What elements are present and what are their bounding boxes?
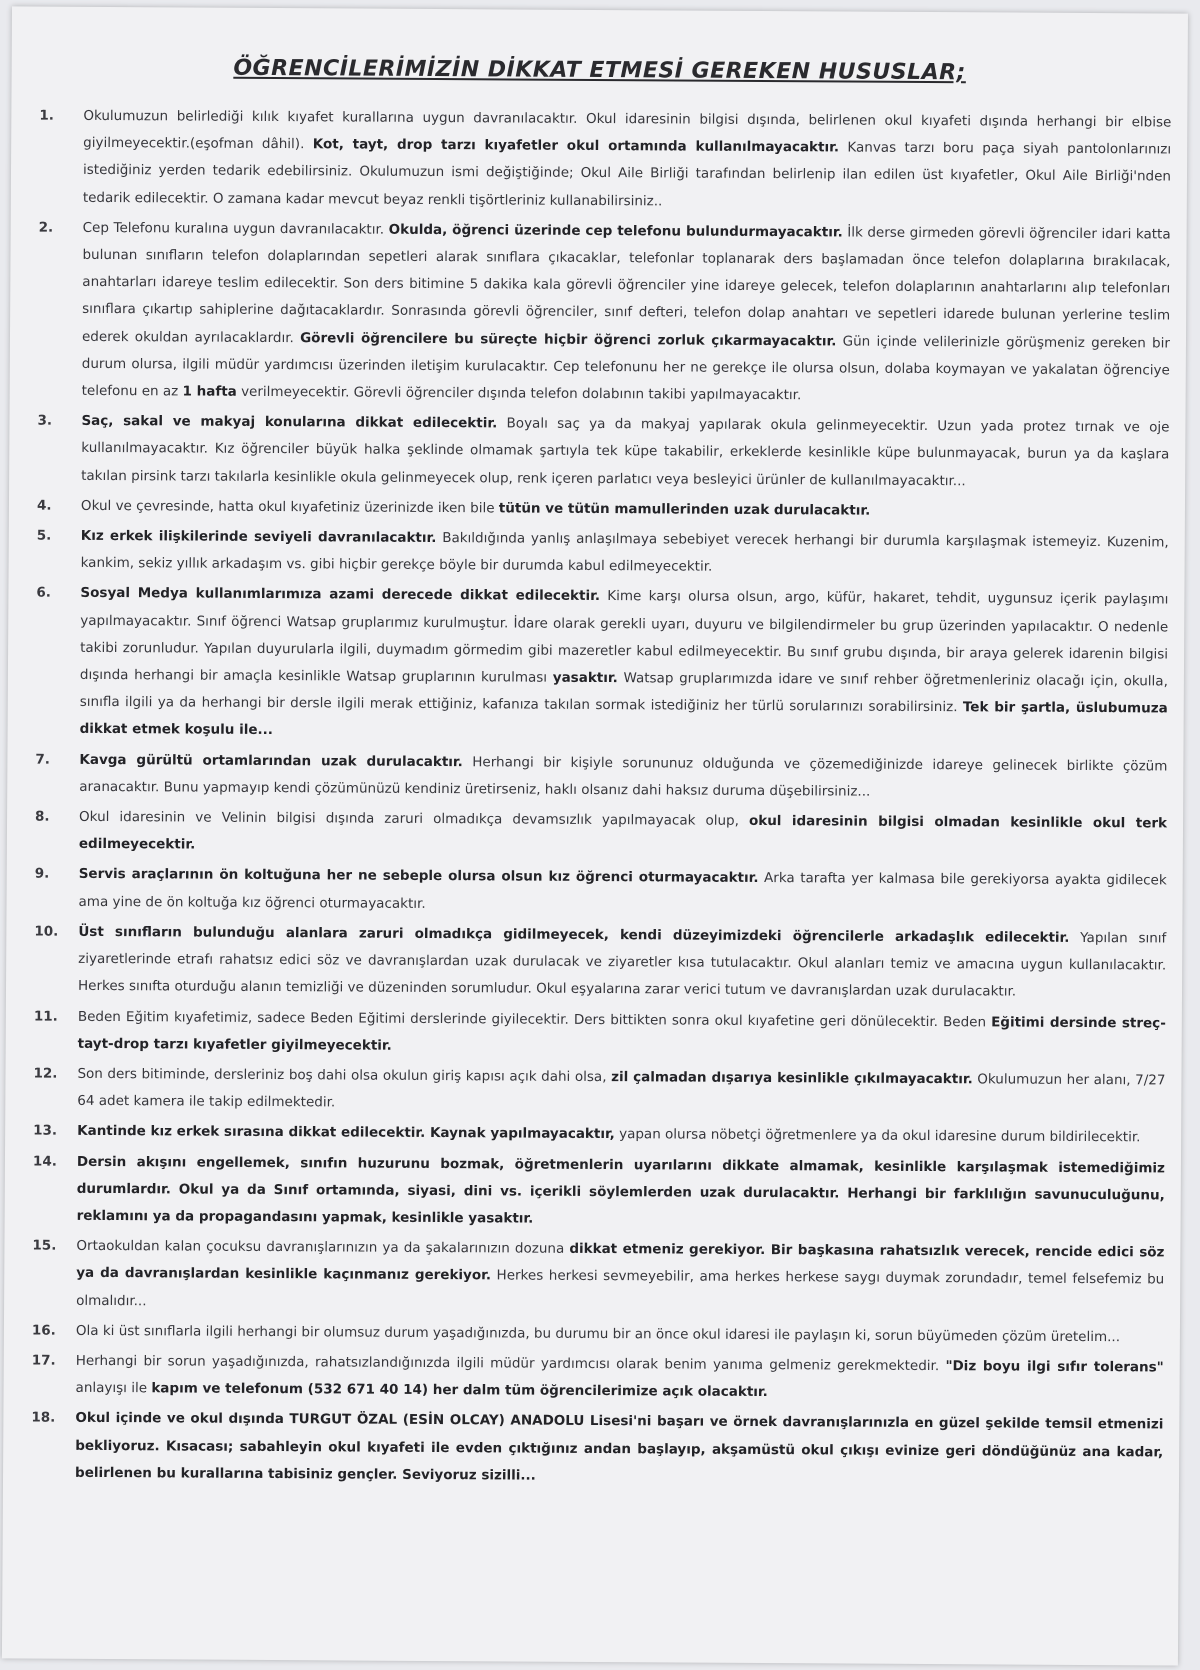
rule-text	[80, 580, 1169, 750]
rule-text	[81, 408, 1169, 496]
rule-segment: Ortaokuldan kalan çocuksu davranışlarınızın ya da şakalarınızın dozuna	[76, 1237, 570, 1257]
rule-number: 13.	[33, 1122, 58, 1140]
rule-text	[76, 1318, 1164, 1352]
rule-segment: Herkes herkesi sevmeyebilir, ama herkes herkese saygı duymak zorundadır, temel felsefemiz bu olmalıdır...	[76, 1267, 1165, 1309]
rule-segment: Watsap gruplarımızda idare ve sınıf rehber öğretmenleriniz olacağı için, okulla, sınıfla ilgili ya da herhangi bir dersle ilgili merak ettiğiniz, kafanıza takılan sormak istediğiniz her türlü sorularınızı sorabilirsiniz.	[79, 670, 1168, 716]
document-page	[2, 6, 1188, 1665]
rule-item	[39, 103, 1172, 219]
rule-segment: Herhangi bir kişiyle sorununuz olduğunda ve çözemediğinizde idareye gelinecek birlikte çözüm aranacaktır. Bunu yapmayıp kendi çözümünüzü kendiniz üretirseniz, haklı olsanız dahi haksız duruma düşebilirsiniz...	[79, 753, 1168, 800]
rule-number: 9.	[34, 866, 50, 883]
rule-item	[31, 1347, 1163, 1408]
rule-item	[33, 1148, 1165, 1237]
rule-text	[78, 919, 1166, 1007]
rule-segment: Beden Eğitim kıyafetimiz, sadece Beden Eğitimi derslerinde giyilecektir. Ders bittikten sonra okul kıyafetine geri dönülecektir. Beden	[77, 1008, 992, 1030]
rule-item	[38, 214, 1171, 411]
rule-item	[31, 1405, 1163, 1494]
rule-number: 18.	[31, 1409, 56, 1427]
rule-item	[32, 1233, 1164, 1322]
rule-emphasis: Kavga gürültü ortamlarından uzak durulacaktır.	[79, 751, 463, 770]
rule-segment: Boyalı saç ya da makyaj yapılarak okula gelinmeyecektir. Uzun yada protez tırnak ve oje kullanılmayacaktır. Kız öğrenciler büyük halka şeklinde olmamak şartıyla tek küpe takabilir, erkeklerde kesinlikle küpe bulunmayacak, burun ya da kaşlara takılan pirsink tarzı takılarla kesinlikle okula gelinmeyecek olup, renk içeren parlatıcı veya besleyici ürünler de kullanılmayacaktır...	[81, 415, 1170, 489]
rule-segment: Ola ki üst sınıflarla ilgili herhangi bir olumsuz durum yaşadığınızda, bu durumu bir an önce okul idaresi ile paylaşın ki, sorun büyümeden çözüm üretelim...	[75, 1322, 1121, 1345]
rule-text	[79, 804, 1167, 865]
rule-segment: Bakıldığında yanlış anlaşılmaya sebebiyet verecek herhangi bir durumla karşılaşmak istemeyiz. Kuzenim, kankim, sekiz yıllık arkadaşım vs. gibi hiçbir gerekçe böyle bir durumda kabul edilmeyecektir.	[80, 530, 1169, 575]
rule-segment: anlayışı ile	[75, 1379, 152, 1397]
rule-segment: Okulumuzun belirlediği kılık kıyafet kurallarına uygun davranılacaktır. Okul idaresinin bilgisi dışında, belirlenen okul kıyafeti dışında herhangi bir elbise giyilmeyecektir.(eşofman dâhil).	[83, 107, 1172, 153]
rule-segment: Kanvas tarzı boru paça siyah pantolonlarınızı istediğiniz yerden tedarik edebilirsiniz. Okulumuzun ismi değiştiğinde; Okul Aile Birliği tarafından belirlenip ilan edilen üst kıyafetler, Okul Aile Birliği'nden tedarik edilecektir. O zamana kadar mevcut beyaz renkli tişörtleriniz kullanabilirsiniz..	[82, 139, 1172, 209]
rule-emphasis: Görevli öğrencilere bu süreçte hiçbir öğrenci zorluk çıkarmayacaktır.	[300, 329, 837, 350]
rule-item	[37, 408, 1169, 497]
rule-item	[36, 580, 1169, 750]
rule-text	[82, 215, 1171, 412]
rule-number: 6.	[36, 585, 52, 602]
rule-item	[37, 492, 1169, 526]
rule-emphasis: Okul içinde ve okul dışında TURGUT ÖZAL (ESİN OLCAY) ANADOLU Lisesi'ni başarı ve örnek davranışlarınızla en güzel şekilde temsil etmenizi bekliyoruz. Kısacası; sabahleyin okul kıyafeti ile evden çıktığınız andan başlayıp, akşamüstü okul çıkışı evinize geri döndüğünüz ana kadar, belirlenen bu kurallarına tabisiniz gençler. Seviyoruz sizilli...	[75, 1410, 1164, 1484]
rule-text	[77, 1118, 1165, 1152]
rule-segment: Yapılan sınıf ziyaretlerinde etrafı rahatsız edici söz ve davranışlardan uzak durulacak ve ziyaretler kısa tutulacaktır. Okul alanları temiz ve amacına uygun kullanılacaktır. Herkes sınıfta oturduğu alanın temizliği ve düzeninden sorumludur. Okul eşyalarına zarar verici tutum ve davranışlardan uzak durulacaktır.	[77, 929, 1167, 1000]
rule-emphasis: Eğitimi dersinde streç-tayt-drop tarzı kıyafetler giyilmeyecektir.	[77, 1013, 1166, 1054]
rule-number: 14.	[32, 1153, 57, 1170]
rule-segment: İlk derse girmeden görevli öğrenciler idari katta bulunan sınıfların telefon dolaplarından sepetleri alarak sınıflara çıkacaklar, telefonlar toplanarak ders başlamadan önce telefon dolaplarına bırakılacak, anahtarları idareye teslim edilecektir. Son ders bitimine 5 dakika kala görevli öğrenciler yine idareye gelecek, telefon dolaplarının anahtarlarını alıp telefonları sınıflara çıkartıp sahiplerine dağıtacaklardır. Sonrasında görevli öğrenciler, sınıf defteri, telefon dolap anahtarı ve sepetleri idarede bulunan yerlerine teslim ederek okuldan ayrılacaklardır.	[81, 224, 1171, 346]
rule-number: 3.	[37, 412, 53, 429]
rule-number: 10.	[34, 923, 59, 940]
rule-emphasis: Kot, tayt, drop tarzı kıyafetler okul ortamında kullanılmayacaktır.	[312, 136, 840, 156]
rule-emphasis: zil çalmadan dışarıya kesinlikle çıkılmayacaktır.	[611, 1068, 973, 1088]
rule-number: 7.	[35, 751, 50, 768]
rule-emphasis: Saç, sakal ve makyaj konularına dikkat edilecektir.	[81, 413, 498, 432]
rule-text	[79, 747, 1167, 808]
rule-segment: yapan olursa nöbetçi öğretmenlere ya da okul idaresine durum bildirilecektir.	[614, 1126, 1141, 1146]
rule-emphasis: Servis araçlarının ön koltuğuna her ne sebeple olursa olsun kız öğrenci oturmayacaktır.	[78, 866, 759, 887]
rule-segment: verilmeyecektir. Görevli öğrenciler dışında telefon dolabının takibi yapılmayacaktır.	[236, 383, 802, 404]
rule-text	[75, 1348, 1163, 1409]
rule-emphasis: Üst sınıfların bulunduğu alanlara zaruri olmadıkça gidilmeyecek, kendi düzeyimizdeki öğrencilerle arkadaşlık edilecektir.	[78, 923, 1070, 946]
rule-text	[81, 493, 1169, 527]
rule-item	[34, 918, 1166, 1007]
rule-number: 16.	[31, 1322, 56, 1339]
rule-segment: Kime karşı olursa olsun, argo, küfür, hakaret, tehdit, uygunsuz içerik paylaşımı yapılmayacaktır. Sınıf öğrenci Watsap gruplarımız kurulmuştur. İdare olarak gerekli uyarı, duyuru ve bilgilendirmeler bu grup üzerinden yapılacaktır. O nedenle takibi zorunludur. Yapılan duyurularla ilgili, duymadım görmedim gibi mazeretler kabul edilmeyecektir. Bu sınıf grubu dışında, bir araya gelerek idarenin bilgisi dışında herhangi bir amaçla kesinlikle Watsap gruplarının kurulması	[79, 588, 1169, 686]
rule-emphasis: Tek bir şartla, üslubumuza dikkat etmek koşulu ile...	[79, 699, 1168, 739]
rule-item	[34, 1003, 1166, 1064]
rule-text	[76, 1233, 1164, 1321]
rule-item	[33, 1060, 1165, 1121]
rule-number: 17.	[31, 1352, 56, 1369]
page-title: ÖĞRENCİLERİMİZİN DİKKAT ETMESİ GEREKEN HUSUSLAR;	[233, 55, 966, 86]
rule-item	[33, 1118, 1165, 1152]
rule-number: 4.	[36, 497, 52, 514]
rule-item	[34, 861, 1166, 922]
rule-segment: Okul ve çevresinde, hatta okul kıyafetiniz üzerinizde iken bile	[80, 497, 499, 517]
rule-number: 8.	[35, 808, 50, 825]
rule-emphasis: kapım ve telefonum (532 671 40 14) her dalm tüm öğrencilerimize açık olacaktır.	[151, 1380, 768, 1401]
rule-emphasis: "Diz boyu ilgi sıfır tolerans"	[945, 1358, 1164, 1376]
rule-emphasis: yasaktır.	[552, 669, 618, 687]
rule-segment: Cep Telefonu kuralına uygun davranılacaktır.	[82, 219, 389, 238]
rule-text	[75, 1405, 1163, 1493]
rule-item	[37, 523, 1169, 584]
rule-segment: Son ders bitiminde, dersleriniz boş dahi olsa okulun giriş kapısı açık dahi olsa,	[77, 1065, 612, 1085]
rule-text	[83, 103, 1172, 218]
rule-segment: Herhangi bir sorun yaşadığınızda, rahatsızlandığınızda ilgili müdür yardımcısı olarak benim yanıma gelmeniz gerekmektedir.	[75, 1352, 946, 1375]
rule-emphasis: Okulda, öğrenci üzerinde cep telefonu bulundurmayacaktır.	[388, 221, 843, 241]
rule-segment: Okulumuzun her alanı, 7/27 64 adet kamera ile takip edilmektedir.	[77, 1071, 1166, 1111]
rule-text	[78, 1003, 1166, 1064]
rule-number: 2.	[38, 219, 54, 236]
rule-text	[81, 523, 1169, 584]
rule-segment: Arka tarafta yer kalmasa bile gerekiyorsa ayakta gidilecek ama yine de ön koltuğa kız öğrenci oturmayacaktır.	[78, 870, 1167, 912]
rule-item	[35, 746, 1167, 807]
rule-text	[77, 1148, 1165, 1236]
rule-emphasis: 1 hafta	[182, 383, 237, 400]
rule-emphasis: Kantinde kız erkek sırasına dikkat edilecektir. Kaynak yapılmayacaktır,	[77, 1123, 615, 1143]
rule-emphasis: okul idaresinin bilgisi olmadan kesinlikle okul terk edilmeyecektir.	[78, 813, 1168, 853]
rule-number: 11.	[33, 1008, 58, 1025]
rule-number: 15.	[32, 1237, 57, 1254]
rules-list	[31, 103, 1171, 1497]
rule-segment: Gün içinde velilerinizle görüşmeniz gereken bir durum olursa, ilgili müdür yardımcısı üzerinden iletişim kurulacaktır. Cep telefonunu her ne gerekçe ile olursa olsun, dolaba koymayan ve yakalatan öğrenciye telefonu en az	[81, 333, 1171, 400]
rule-number: 5.	[36, 527, 52, 544]
rule-emphasis: Kız erkek ilişkilerinde seviyeli davranılacaktır.	[80, 527, 437, 547]
rule-emphasis: tütün ve tütün mamullerinden uzak durulacaktır.	[498, 500, 871, 519]
rule-emphasis: Sosyal Medya kullanımlarımıza azami derecede dikkat edilecektir.	[80, 585, 601, 605]
rule-emphasis: Dersin akışını engellemek, sınıfın huzurunu bozmak, öğretmenlerin uyarılarını dikkate almamak, kesinlikle karşılaşmak istemediğimiz durumlardır. Okul ya da Sınıf ortamında, siyasi, dini vs. içerikli söylemlerden uzak durulacaktır. Herhangi bir farklılığın savunuculuğunu, reklamını ya da propagandasını yapmak, kesinlikle yasaktır.	[76, 1153, 1165, 1227]
rule-text	[78, 861, 1166, 922]
rule-item	[32, 1317, 1164, 1351]
rule-number: 1.	[39, 107, 54, 124]
rule-emphasis: dikkat etmeniz gerekiyor. Bir başkasına rahatsızlık verecek, rencide edici söz ya da davranışlardan kesinlikle kaçınmanız gerekiyor.	[76, 1240, 1165, 1284]
rule-segment: Okul idaresinin ve Velinin bilgisi dışında zaruri olmadıkça devamsızlık yapılmayacak olup,	[79, 808, 750, 830]
rule-text	[77, 1061, 1165, 1122]
rule-item	[35, 804, 1167, 865]
rule-number: 12.	[33, 1065, 58, 1082]
